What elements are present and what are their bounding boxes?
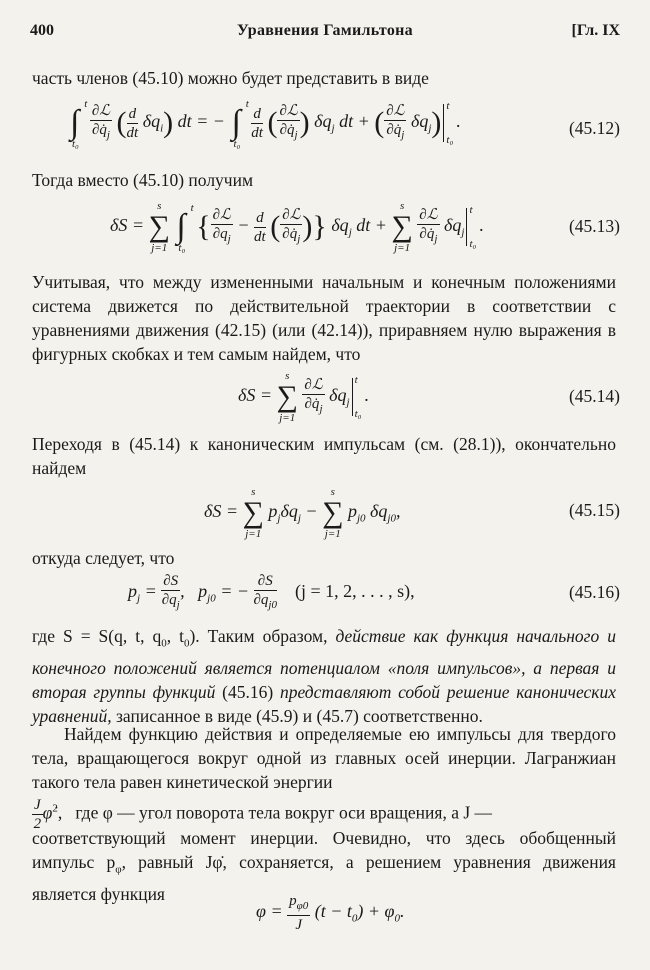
equation-number: (45.13)	[568, 216, 620, 236]
equation-45-14: δS = s ∑ j=1 $\frac{\text{∂ℒ}}{\partial q̇_j}$ $\delta q_j$ t t₀ . (45.14)	[238, 370, 620, 424]
equation-number: (45.15)	[568, 500, 620, 520]
equation-phi: φ = $\frac{p_{\varphi 0}}{J}$ $(t - t_0) + \varphi_0$.	[256, 893, 405, 933]
section-title: Уравнения Гамильтона	[237, 22, 413, 39]
equation-number: (45.12)	[568, 118, 620, 138]
paragraph-intro: часть членов (45.10) можно будет представить в виде	[32, 68, 429, 88]
paragraph-considering: Учитывая, что между измененными начальным и конечным положениями система движется по действительной траектории в соответствии с уравнениями движения (42.15) (или (42.14)), приравняем нулю выражения в фигурных скобках и тем самым найдем, что	[32, 272, 616, 364]
paragraph-rigid-body-1: Найдем функцию действия и определяемые ею импульсы для твердого тела, вращающегося вокруг одной из главных осей инерции. Лагранжиан такого тела равен кинетической энергии	[32, 724, 616, 792]
paragraph-rigid-body-3: соответствующий момент инерции. Очевидно, что здесь обобщенный импульс $p_\varphi$, равный Jφ̇, сохраняется, а решением уравнения движения является функция	[32, 828, 616, 904]
running-header	[30, 16, 620, 46]
equation-45-13: δS = s ∑ j=1 ∫ t t₀ { $\frac{\text{∂ℒ}}{\partial q_j}$ − $\frac{d}{dt}$ ( $\frac{\text{∂ℒ}}{\partial q̇_j}$ )} $\delta q_j$ dt + s ∑ j=1 $\frac{\text{∂ℒ}}{\partial q̇_j}$ $\delta q_j$ t t₀ . (45.13)	[110, 200, 620, 254]
equation-45-15: δS = s ∑ j=1 $p_j\delta q_j$ − s ∑ j=1 $p_{j0}$ $\delta q_{j0}$, (45.15)	[204, 486, 620, 540]
index-range: (j = 1, 2, . . . , s),	[294, 581, 415, 602]
equation-number: (45.14)	[568, 386, 620, 406]
paragraph-where: где S = S(q, t, $q_0$, $t_0$). Таким образом, действие как функция начального и конечного положений является потенциалом «поля импульсов», а первая и вторая группы функций (45.16) представляют собой решение канонических уравнений, записанное в виде (45.9) и (45.7) соответственно.	[32, 626, 616, 726]
chapter-label: [Гл. IX	[571, 22, 620, 39]
paragraph-rigid-body-2: $\frac{J}{2}$ φ̇$^2$, где φ — угол поворота тела вокруг оси вращения, а J —	[33, 797, 493, 832]
equation-number: (45.16)	[568, 582, 620, 602]
paragraph-passing: Переходя в (45.14) к каноническим импульсам (см. (28.1)), окончательно найдем	[32, 434, 616, 478]
equation-45-16: $p_j$ = $\frac{\partial S}{\partial q_j}$ , $p_{j0}$ = − $\frac{\partial S}{\partial q_{j0}}$ (j = 1, 2, . . . , s), (45.16)	[128, 573, 620, 611]
page-number: 400	[30, 22, 54, 39]
paragraph-then: Тогда вместо (45.10) получим	[32, 170, 254, 190]
equation-45-12: ∫ t t₀ $\frac{\text{∂ℒ}}{\partial q̇_j}$ ( $\frac{d}{dt}$ $\delta q_i$) dt = − ∫ t t₀ $\frac{d}{dt}$ ( $\frac{\text{∂ℒ}}{\partial q̇_j}$ ) $\delta q_j$ dt + ( $\frac{\text{∂ℒ}}{\partial q̇_j}$ $\delta q_j$) t t₀ . (45.12)	[70, 98, 620, 150]
paragraph-whence: откуда следует, что	[32, 548, 175, 568]
